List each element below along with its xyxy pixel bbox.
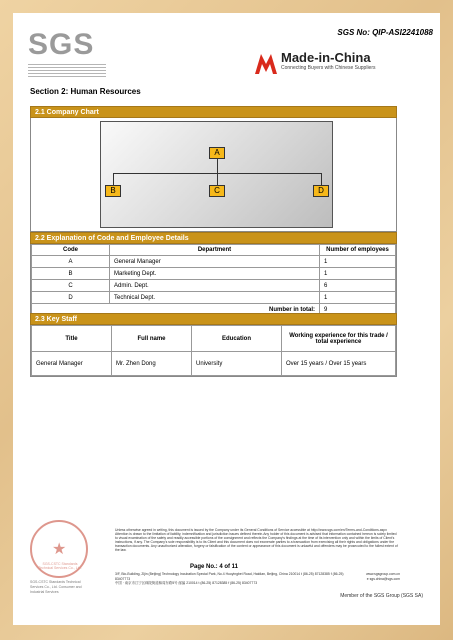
- org-node-d: D: [313, 185, 329, 197]
- sgs-group-member: Member of the SGS Group (SGS SA): [340, 593, 423, 599]
- address-chinese: 中国 · 南京市江宁区秣陵街道秣周东路5号 邮编 210014 t (86-25) 87128385 f (86-25) 83407773: [115, 581, 258, 585]
- cell-full-name: Mr. Zhen Dong: [112, 352, 192, 376]
- report-number: SGS No: QIP-ASI2241088: [337, 28, 433, 37]
- total-label: Number in total:: [32, 304, 320, 316]
- org-connector: [217, 159, 218, 173]
- table-row: [32, 268, 396, 280]
- seal-text: SGS-CSTC Standards Technical Services Co., Ltd.: [38, 562, 82, 570]
- cell-code: D: [32, 292, 110, 304]
- cell-department: General Manager: [110, 256, 320, 268]
- key-staff-table: [31, 325, 396, 376]
- company-chart-heading: 2.1 Company Chart: [30, 106, 397, 118]
- cell-employees: 1: [320, 268, 396, 280]
- org-node-c: C: [209, 185, 225, 197]
- table-row: [32, 256, 396, 268]
- table-row: [32, 352, 396, 376]
- cell-title: General Manager: [32, 352, 112, 376]
- mic-m-icon: [255, 50, 277, 74]
- cell-department: Admin. Dept.: [110, 280, 320, 292]
- disclaimer-text: Unless otherwise agreed in writing, this document is issued by the Company under its General Conditions of Service accessible at http://www.sgs.com/en/Terms-and-Conditions.aspx Attention is drawn to the limitation of liability, indemnification and jurisdiction issues defined therein.Any holder of this document is advised that information contained hereon is solely limited to visual examination of the safety and readily accessible portions of the consignment and reflects the Company's findings at the time of its intervention only and within the limits of Client's instructions, if any. The Company's sole responsibility is to its Client and this document does not exonerate parties to a transaction from exercising all their rights and obligations under the transaction documents. Any unauthorized alteration, forgery or falsification of the content or appearance of this document is unlawful and offenders may be prosecuted to the fullest extent of the law.: [115, 528, 398, 553]
- cell-employees: 6: [320, 280, 396, 292]
- col-header: Code: [32, 245, 110, 256]
- col-header: Number of employees: [320, 245, 396, 256]
- org-chart: [100, 121, 333, 228]
- mic-logo-text: Made-in-China: [281, 50, 371, 65]
- star-icon: ★: [52, 541, 67, 558]
- cell-experience: Over 15 years / Over 15 years: [282, 352, 396, 376]
- total-value: 9: [320, 304, 396, 316]
- made-in-china-logo: [255, 50, 415, 76]
- org-node-b: B: [105, 185, 121, 197]
- explanation-table-wrap: [30, 244, 397, 317]
- col-header: Working experience for this trade / total experience: [282, 326, 396, 352]
- cell-department: Marketing Dept.: [110, 268, 320, 280]
- explanation-heading: 2.2 Explanation of Code and Employee Details: [30, 232, 397, 244]
- org-node-root: A: [209, 147, 225, 159]
- table-row: [32, 280, 396, 292]
- cell-code: C: [32, 280, 110, 292]
- cell-code: B: [32, 268, 110, 280]
- cell-code: A: [32, 256, 110, 268]
- email-link[interactable]: e sgs.china@sgs.com: [366, 577, 400, 581]
- cell-education: University: [192, 352, 282, 376]
- address-english: 3/F, Bio-Building, Zijin (Beijing) Technology Incubation Special Park, No.4 Huoyingbei Road, Haidian, Beijing, China 210014 t (86-25) 87128385 f (86-25) 83407773: [115, 572, 344, 581]
- company-seal-stamp: [30, 520, 88, 578]
- footer-address: [115, 572, 400, 586]
- cell-employees: 1: [320, 256, 396, 268]
- website-link[interactable]: www.sgsgroup.com.cn: [366, 572, 400, 576]
- sgs-logo: [28, 22, 108, 80]
- cell-department: Technical Dept.: [110, 292, 320, 304]
- col-header: Full name: [112, 326, 192, 352]
- footer-company-name: SGS-CSTC Standards Technical Services Co., Ltd. Consumer and Industrial Services: [30, 580, 82, 594]
- key-staff-heading: 2.3 Key Staff: [30, 313, 397, 325]
- sgs-logo-stripes: [28, 64, 106, 78]
- col-header: Title: [32, 326, 112, 352]
- section-title: Section 2: Human Resources: [30, 87, 141, 96]
- table-row: [32, 292, 396, 304]
- page-number: Page No.: 4 of 11: [190, 564, 239, 570]
- org-connector: [113, 173, 114, 185]
- table-header-row: [32, 326, 396, 352]
- org-connector: [321, 173, 322, 185]
- sgs-logo-text: SGS: [28, 28, 95, 61]
- key-staff-table-wrap: [30, 325, 397, 377]
- mic-tagline: Connecting Buyers with Chinese Suppliers: [281, 65, 376, 71]
- explanation-table: [31, 244, 396, 316]
- table-header-row: [32, 245, 396, 256]
- col-header: Education: [192, 326, 282, 352]
- cell-employees: 1: [320, 292, 396, 304]
- col-header: Department: [110, 245, 320, 256]
- org-connector: [217, 173, 218, 185]
